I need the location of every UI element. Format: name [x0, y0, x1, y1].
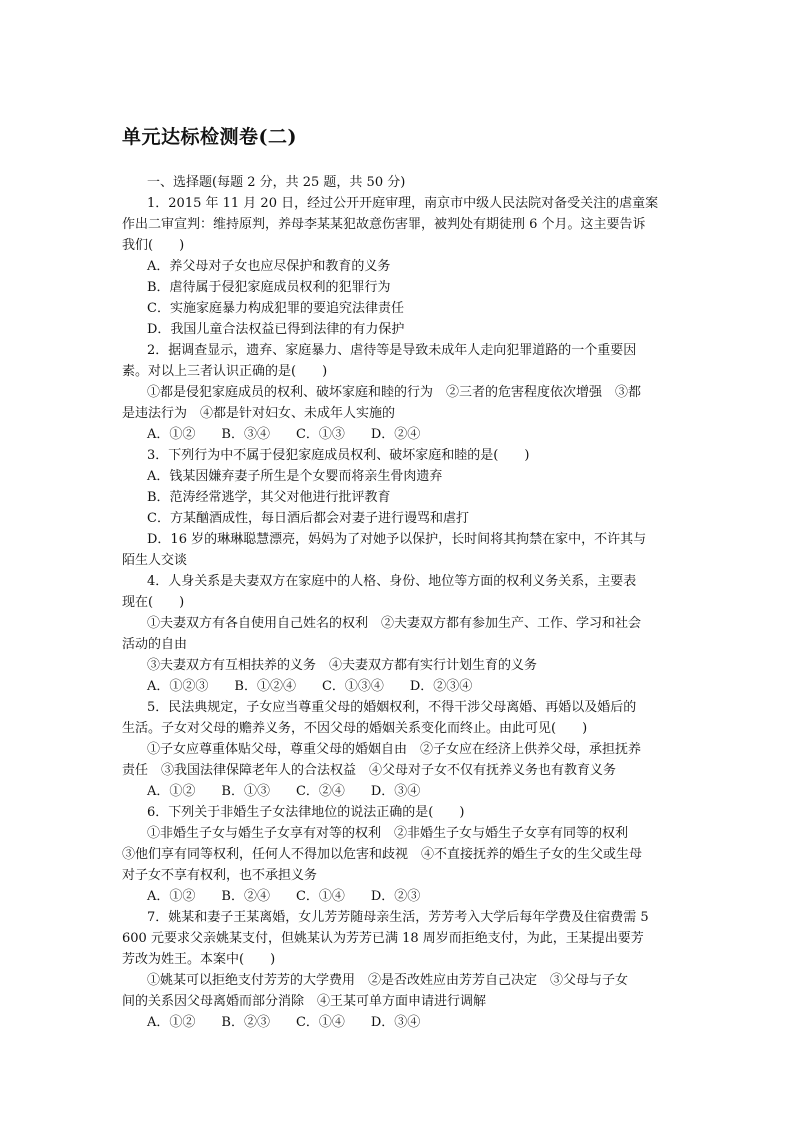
question-6-stem: 6．下列关于非婚生子女法律地位的说法正确的是( ) — [147, 805, 465, 820]
question-4-statements: ①夫妻双方有各自使用自己姓名的权利 ②夫妻双方都有参加生产、工作、学习和社会 — [147, 616, 642, 631]
question-5-stem: 5．民法典规定，子女应当尊重父母的婚姻权利，不得干涉父母离婚、再婚以及婚后的 — [147, 700, 637, 715]
question-7-options: A．①② B．②③ C．①④ D．③④ — [147, 1015, 421, 1030]
question-3-stem: 3．下列行为中不属于侵犯家庭成员权利、破坏家庭和睦的是( ) — [147, 448, 530, 463]
question-7-statements: ①姚某可以拒绝支付芳芳的大学费用 ②是否改姓应由芳芳自己决定 ③父母与子女 — [147, 973, 629, 988]
question-1-option-c: C．实施家庭暴力构成犯罪的要追究法律责任 — [147, 301, 404, 316]
question-1-stem: 作出二审宣判：维持原判，养母李某某犯故意伤害罪，被判处有期徒刑 6 个月。这主要告诉 — [122, 217, 646, 232]
question-1-option-d: D．我国儿童合法权益已得到法律的有力保护 — [147, 322, 405, 337]
question-5-options: A．①② B．①③ C．②④ D．③④ — [147, 784, 421, 799]
question-5-statements: ①子女应尊重体贴父母，尊重父母的婚姻自由 ②子女应在经济上供养父母，承担抚养 — [147, 742, 642, 757]
question-2-options: A．①② B．③④ C．①③ D．②④ — [147, 427, 421, 442]
question-6-statements: ①非婚生子女与婚生子女享有对等的权利 ②非婚生子女与婚生子女享有同等的权利 — [147, 826, 629, 841]
question-3-option-d: D．16 岁的琳琳聪慧漂亮，妈妈为了对她予以保护，长时间将其拘禁在家中，不许其与 — [147, 532, 647, 547]
question-3-option-a: A．钱某因嫌弃妻子所生是个女婴而将亲生骨肉遗弃 — [147, 469, 443, 484]
question-7-stem: 芳改为姓王。本案中( ) — [122, 952, 276, 967]
question-4-statements: ③夫妻双方有互相扶养的义务 ④夫妻双方都有实行计划生育的义务 — [147, 658, 538, 673]
page-title: 单元达标检测卷(二) — [122, 126, 297, 148]
question-4-options: A．①②③ B．①②④ C．①③④ D．②③④ — [147, 679, 473, 694]
question-5-statements: 责任 ③我国法律保障老年人的合法权益 ④父母对子女不仅有抚养义务也有教育义务 — [122, 763, 617, 778]
question-1-option-b: B．虐待属于侵犯家庭成员权利的犯罪行为 — [147, 280, 391, 295]
question-4-statements: 活动的自由 — [122, 637, 188, 652]
question-7-statements: 间的关系因父母离婚而部分消除 ④王某可单方面申请进行调解 — [122, 994, 487, 1009]
question-7-stem: 600 元要求父亲姚某支付，但姚某认为芳芳已满 18 周岁而拒绝支付，为此，王某提出要芳 — [122, 931, 644, 946]
question-3-option-d: 陌生人交谈 — [122, 553, 188, 568]
question-4-stem: 4．人身关系是夫妻双方在家庭中的人格、身份、地位等方面的权利义务关系，主要表 — [147, 574, 637, 589]
section-heading: 一、选择题(每题 2 分，共 25 题，共 50 分) — [147, 175, 406, 190]
question-1-option-a: A．养父母对子女也应尽保护和教育的义务 — [147, 259, 391, 274]
question-7-stem: 7．姚某和妻子王某离婚，女儿芳芳随母亲生活，芳芳考入大学后每年学费及住宿费需 5 — [147, 910, 649, 925]
question-1-stem: 1．2015 年 11 月 20 日，经过公开开庭审理，南京市中级人民法院对备受关注的虐童案 — [147, 196, 659, 211]
question-3-option-c: C．方某酗酒成性，每日酒后都会对妻子进行谩骂和虐打 — [147, 511, 469, 526]
question-2-statements: 是违法行为 ④都是针对妇女、未成年人实施的 — [122, 406, 396, 421]
question-2-stem: 2．据调查显示，遗弃、家庭暴力、虐待等是导致未成年人走向犯罪道路的一个重要因 — [147, 343, 637, 358]
question-5-stem: 生活。子女对父母的赡养义务，不因父母的婚姻关系变化而终止。由此可见( ) — [122, 721, 588, 736]
question-6-options: A．①② B．②④ C．①④ D．②③ — [147, 889, 421, 904]
question-4-stem: 现在( ) — [122, 595, 185, 610]
question-6-statements: ③他们享有同等权利，任何人不得加以危害和歧视 ④不直接抚养的婚生子女的生父或生母 — [122, 847, 643, 862]
question-3-option-b: B．范涛经常逃学，其父对他进行批评教育 — [147, 490, 391, 505]
question-6-statements: 对子女不享有权利，也不承担义务 — [122, 868, 318, 883]
question-1-stem: 我们( ) — [122, 238, 185, 253]
question-2-statements: ①都是侵犯家庭成员的权利、破坏家庭和睦的行为 ②三者的危害程度依次增强 ③都 — [147, 385, 642, 400]
question-2-stem: 素。对以上三者认识正确的是( ) — [122, 364, 328, 379]
